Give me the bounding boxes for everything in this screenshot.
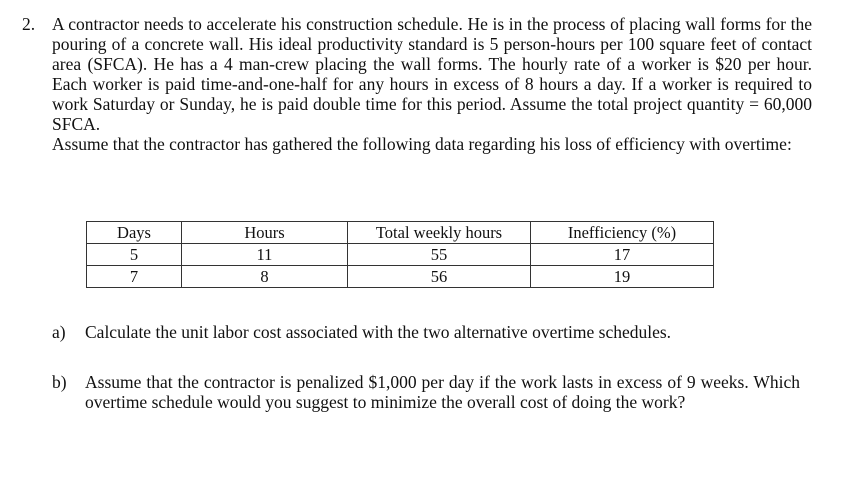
subquestion-b (52, 372, 800, 412)
cell-days: 7 (87, 266, 182, 288)
header-inefficiency: Inefficiency (%) (531, 222, 714, 244)
subquestion-label: a) (52, 322, 66, 342)
subquestion-a (52, 322, 800, 342)
header-hours: Hours (182, 222, 348, 244)
table-row (87, 266, 714, 288)
overtime-efficiency-table (86, 221, 714, 288)
cell-inefficiency: 19 (531, 266, 714, 288)
cell-total-weekly-hours: 56 (348, 266, 531, 288)
header-days: Days (87, 222, 182, 244)
table-header-row (87, 222, 714, 244)
cell-hours: 11 (182, 244, 348, 266)
problem-2 (22, 14, 812, 154)
cell-hours: 8 (182, 266, 348, 288)
subquestion-text: Assume that the contractor is penalized $1,000 per day if the work lasts in excess of 9 weeks. Which overtime schedule would you suggest to minimize the overall cost of doing the work? (85, 372, 800, 412)
cell-inefficiency: 17 (531, 244, 714, 266)
table-row (87, 244, 714, 266)
cell-total-weekly-hours: 55 (348, 244, 531, 266)
problem-statement: A contractor needs to accelerate his construction schedule. He is in the process of placing wall forms for the pouring of a concrete wall. His ideal productivity standard is 5 person-hours per 100 square feet of contact area (SFCA). He has a 4 man-crew placing the wall forms. The hourly rate of a worker is $20 per hour. Each worker is paid time-and-one-half for any hours in excess of 8 hours a day. If a worker is required to work Saturday or Sunday, he is paid double time for this period. Assume the total project quantity = 60,000 SFCA. (52, 14, 812, 134)
subquestion-text: Calculate the unit labor cost associated with the two alternative overtime schedules. (85, 322, 672, 342)
subquestion-label: b) (52, 372, 67, 392)
cell-days: 5 (87, 244, 182, 266)
question-number: 2. (22, 14, 36, 34)
table-intro: Assume that the contractor has gathered the following data regarding his loss of efficiency with overtime: (52, 134, 792, 154)
header-total-weekly-hours: Total weekly hours (348, 222, 531, 244)
